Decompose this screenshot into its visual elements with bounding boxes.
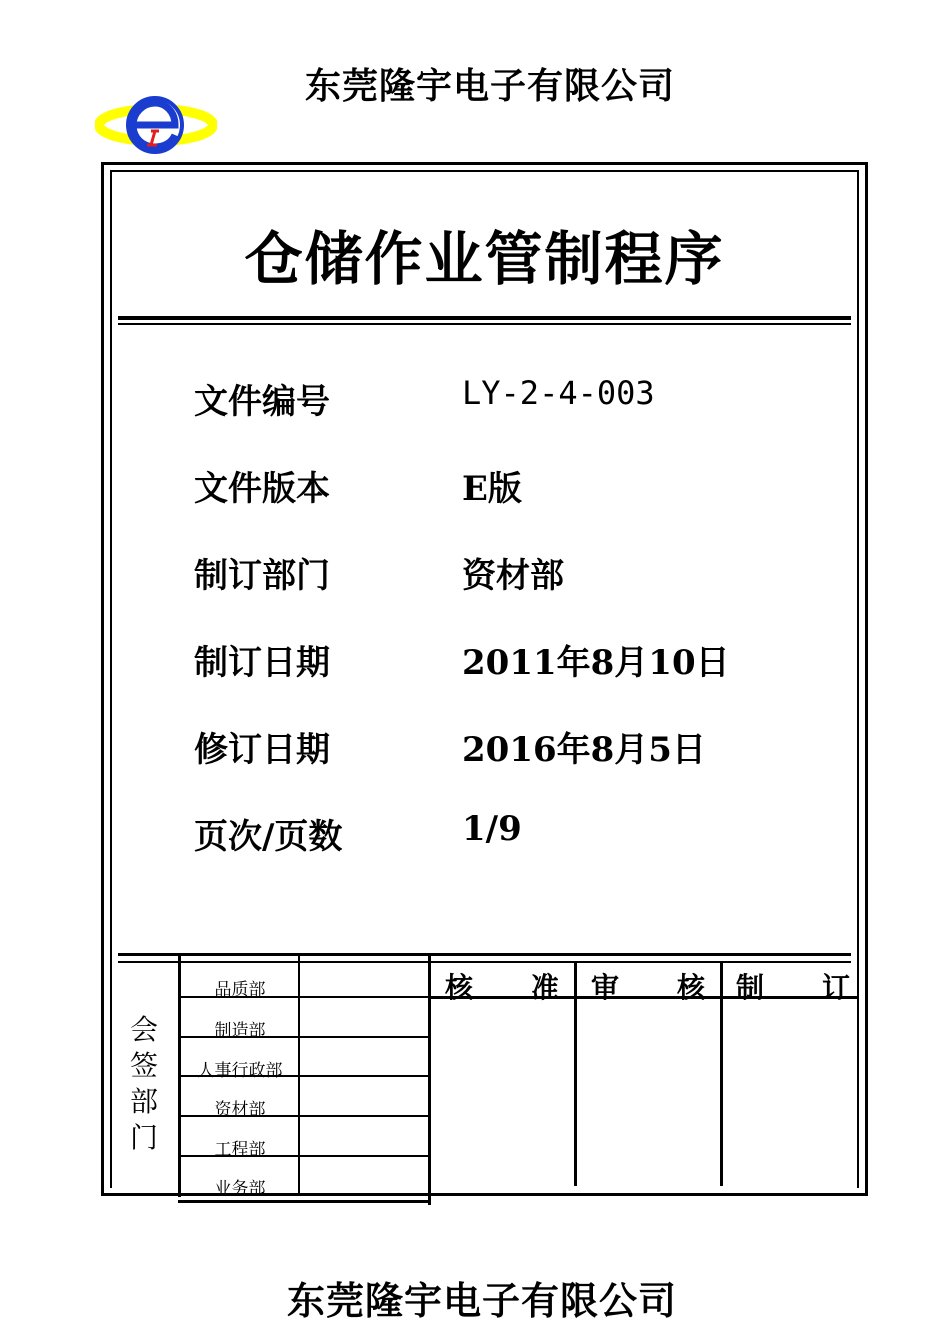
field-label: 制订日期 bbox=[194, 643, 330, 683]
field-value: 资材部 bbox=[462, 556, 564, 596]
field-label: 文件版本 bbox=[194, 469, 330, 509]
prepare-header-right: 订 bbox=[822, 971, 851, 1004]
field-label: 页次/页数 bbox=[194, 817, 343, 857]
table-vline bbox=[428, 955, 431, 1205]
countersign-section-label: 会 签 部 门 bbox=[129, 1013, 158, 1154]
dept-quality: 品质部 bbox=[214, 980, 266, 1000]
dept-manufacturing: 制造部 bbox=[214, 1021, 266, 1041]
dept-materials: 资材部 bbox=[214, 1100, 266, 1120]
approval-header-line bbox=[430, 996, 859, 999]
table-hline bbox=[178, 1200, 431, 1203]
prepare-header-left: 制 bbox=[736, 971, 765, 1004]
dept-sales: 业务部 bbox=[214, 1179, 266, 1199]
title-separator-thin bbox=[118, 323, 851, 325]
review-header-right: 核 bbox=[677, 971, 706, 1004]
field-label: 制订部门 bbox=[194, 556, 330, 596]
field-value: LY-2-4-003 bbox=[462, 374, 655, 412]
company-logo-icon bbox=[95, 95, 217, 157]
field-label: 修订日期 bbox=[194, 730, 330, 770]
dept-engineering: 工程部 bbox=[214, 1140, 266, 1160]
document-title: 仓储作业管制程序 bbox=[244, 225, 725, 293]
field-label: 文件编号 bbox=[194, 382, 330, 422]
approve-header-right: 准 bbox=[531, 971, 560, 1004]
signoff-separator-thin bbox=[118, 961, 851, 963]
company-name-footer: 东莞隆宇电子有限公司 bbox=[286, 1278, 677, 1323]
signoff-separator bbox=[118, 953, 851, 956]
company-name-header: 东莞隆宇电子有限公司 bbox=[304, 65, 675, 107]
field-value: E版 bbox=[462, 469, 522, 509]
title-separator bbox=[118, 316, 851, 320]
dept-hr-admin: 人事行政部 bbox=[197, 1061, 283, 1081]
review-header-left: 审 bbox=[591, 971, 620, 1004]
field-value: 2016年8月5日 bbox=[462, 730, 706, 770]
approve-header-left: 核 bbox=[445, 971, 474, 1004]
field-value: 2011年8月10日 bbox=[462, 643, 730, 683]
field-value: 1/9 bbox=[462, 809, 522, 849]
